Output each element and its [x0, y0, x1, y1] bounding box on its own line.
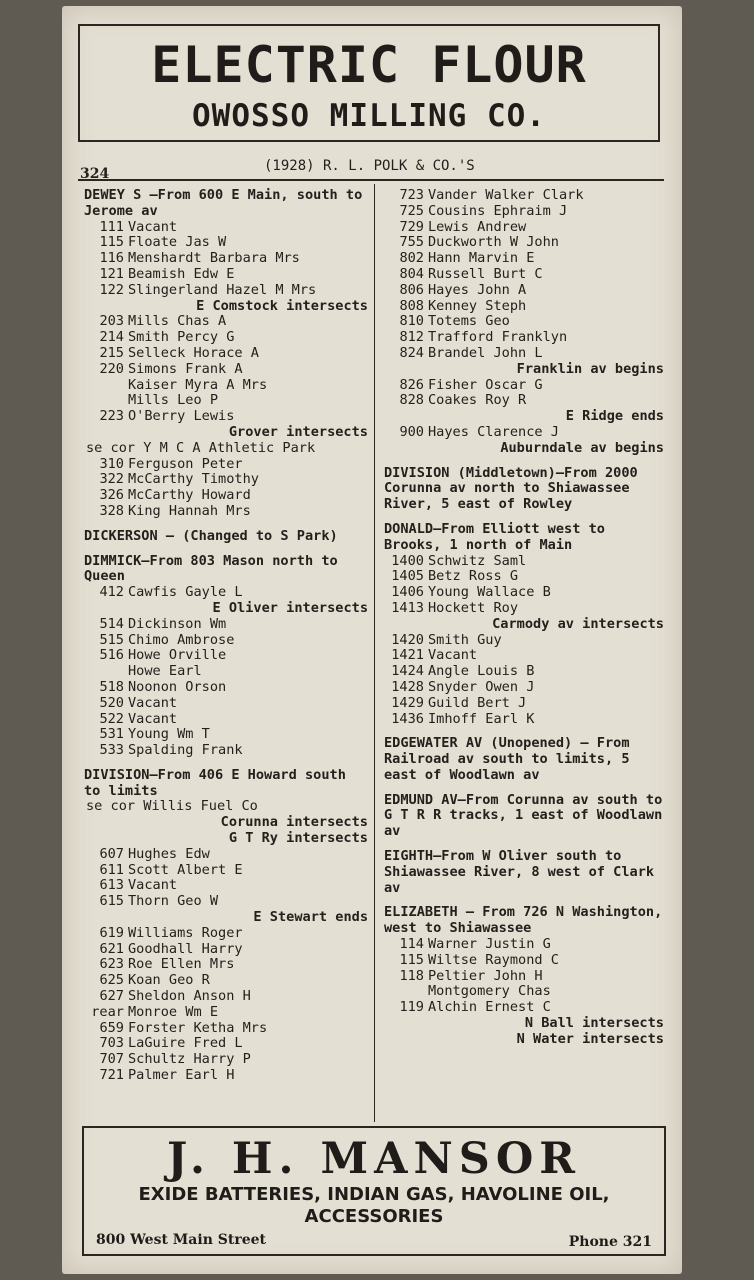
resident-name: Kaiser Myra A Mrs	[128, 376, 268, 393]
resident-name: Vacant	[128, 218, 178, 235]
corner-note: se cor Y M C A Athletic Park	[86, 439, 316, 456]
house-number: 810	[399, 313, 424, 330]
resident-name: Totems Geo	[428, 313, 510, 330]
left-column	[84, 188, 370, 1084]
address-entry	[84, 488, 370, 504]
address-entry	[84, 863, 370, 879]
corner-note: se cor Willis Fuel Co	[86, 798, 258, 815]
street-heading: ELIZABETH — From 726 N Washington, west to Shiawassee	[384, 904, 663, 937]
street-heading: DIVISION—From 406 E Howard south to limits	[84, 766, 346, 799]
cross-street-note: E Oliver intersects	[212, 599, 368, 616]
resident-name: Vacant	[128, 710, 178, 727]
resident-name: Smith Guy	[428, 631, 502, 648]
address-entry	[84, 267, 370, 283]
resident-name: Young Wm T	[128, 726, 210, 743]
house-number: 703	[99, 1035, 124, 1052]
address-entry	[84, 648, 370, 664]
resident-name: Scott Albert E	[128, 861, 243, 878]
house-number: 118	[399, 967, 424, 984]
house-number: 518	[99, 678, 124, 695]
resident-name: Howe Orville	[128, 647, 227, 664]
address-entry	[84, 664, 370, 680]
resident-name: Coakes Roy R	[428, 392, 527, 409]
column-divider	[374, 184, 375, 1122]
resident-name: Schwitz Saml	[428, 552, 527, 569]
house-number: 223	[99, 408, 124, 425]
resident-name: Sheldon Anson H	[128, 988, 251, 1005]
house-number: 1428	[391, 678, 424, 695]
address-entry	[84, 712, 370, 728]
page-number: 324	[80, 166, 110, 182]
resident-name: Betz Ross G	[428, 568, 519, 585]
address-entry	[84, 393, 370, 409]
address-entry	[84, 617, 370, 633]
house-number: 116	[99, 250, 124, 267]
address-entry	[84, 878, 370, 894]
resident-name: Warner Justin G	[428, 936, 551, 953]
cross-street-note: Corunna intersects	[220, 814, 368, 831]
resident-name: Hann Marvin E	[428, 250, 535, 267]
top-ad-company: OWOSSO MILLING CO.	[192, 98, 546, 134]
house-number: 412	[99, 584, 124, 601]
resident-name: Vacant	[128, 877, 178, 894]
resident-name: Hughes Edw	[128, 845, 210, 862]
house-number: 721	[99, 1067, 124, 1084]
resident-name: Guild Bert J	[428, 694, 527, 711]
house-number: 607	[99, 845, 124, 862]
address-entry	[84, 220, 370, 236]
bottom-ad-products-2: ACCESSORIES	[304, 1206, 444, 1227]
address-entry	[84, 1052, 370, 1068]
address-entry	[384, 330, 666, 346]
address-entry	[84, 727, 370, 743]
address-entry	[384, 425, 666, 441]
house-number: 1424	[391, 663, 424, 680]
address-entry	[384, 220, 666, 236]
address-entry	[384, 204, 666, 220]
resident-name: Wiltse Raymond C	[428, 951, 559, 968]
street-heading: EDMUND AV—From Corunna av south to G T R R tracks, 1 east of Woodlawn av	[384, 791, 663, 840]
house-number: 623	[99, 956, 124, 973]
resident-name: Koan Geo R	[128, 972, 210, 989]
address-entry	[84, 314, 370, 330]
resident-name: Ferguson Peter	[128, 455, 243, 472]
resident-name: Mills Chas A	[128, 313, 227, 330]
address-entry	[84, 409, 370, 425]
address-entry	[384, 937, 666, 953]
address-entry	[84, 1068, 370, 1084]
resident-name: Brandel John L	[428, 344, 543, 361]
house-number: 328	[99, 502, 124, 519]
house-number: 520	[99, 694, 124, 711]
house-number: 723	[399, 187, 424, 203]
address-entry	[84, 989, 370, 1005]
address-entry	[84, 251, 370, 267]
resident-name: Alchin Ernest C	[428, 999, 551, 1016]
street-heading: DICKERSON — (Changed to S Park)	[84, 527, 338, 544]
cross-street-note: E Comstock intersects	[196, 297, 368, 314]
address-entry	[84, 942, 370, 958]
house-number: 613	[99, 877, 124, 894]
address-entry	[84, 504, 370, 520]
address-entry	[84, 330, 370, 346]
resident-name: McCarthy Howard	[128, 487, 251, 504]
bottom-ad-products: EXIDE BATTERIES, INDIAN GAS, HAVOLINE OIL,	[138, 1184, 610, 1205]
resident-name: Monroe Wm E	[128, 1003, 219, 1020]
cross-street-note: Grover intersects	[228, 423, 368, 440]
resident-name: Montgomery Chas	[428, 983, 551, 1000]
address-entry	[384, 1000, 666, 1016]
address-entry	[384, 251, 666, 267]
house-number: 220	[99, 360, 124, 377]
house-number: 533	[99, 742, 124, 759]
address-entry	[384, 393, 666, 409]
house-number: 729	[399, 218, 424, 235]
resident-name: Forster Ketha Mrs	[128, 1019, 268, 1036]
resident-name: Young Wallace B	[428, 584, 551, 601]
resident-name: Spalding Frank	[128, 742, 243, 759]
cross-street-note: E Ridge ends	[565, 408, 664, 425]
cross-street-note: E Stewart ends	[253, 909, 368, 926]
directory-page	[62, 6, 682, 1274]
house-number: 615	[99, 893, 124, 910]
address-entry	[84, 847, 370, 863]
resident-name: Palmer Earl H	[128, 1067, 235, 1084]
address-entry	[84, 743, 370, 759]
house-number: 111	[99, 218, 124, 235]
resident-name: Mills Leo P	[128, 392, 219, 409]
resident-name: Hayes John A	[428, 281, 527, 298]
address-entry	[84, 346, 370, 362]
street-heading: DEWEY S —From 600 E Main, south to Jerome av	[84, 187, 363, 219]
cross-street-note: G T Ry intersects	[228, 830, 368, 847]
house-number: 516	[99, 647, 124, 664]
bottom-ad-address: 800 West Main Street	[96, 1232, 266, 1248]
bottom-ad-name: J. H. MANSOR	[166, 1134, 582, 1184]
house-number: 1413	[391, 599, 424, 616]
address-entry	[84, 457, 370, 473]
resident-name: Vacant	[428, 647, 478, 664]
house-number: 522	[99, 710, 124, 727]
cross-street-note: N Ball intersects	[524, 1015, 664, 1032]
house-number: 659	[99, 1019, 124, 1036]
address-entry	[384, 569, 666, 585]
resident-name: Slingerland Hazel M Mrs	[128, 281, 317, 298]
address-entry	[84, 633, 370, 649]
house-number: 725	[399, 202, 424, 219]
house-number: 514	[99, 615, 124, 632]
house-number: 121	[99, 265, 124, 282]
house-number: 1406	[391, 584, 424, 601]
resident-name: Hockett Roy	[428, 599, 519, 616]
address-entry	[384, 696, 666, 712]
house-number: 114	[399, 936, 424, 953]
address-entry	[384, 378, 666, 394]
house-number: 806	[399, 281, 424, 298]
address-entry	[84, 696, 370, 712]
resident-name: Vacant	[128, 694, 178, 711]
resident-name: Kenney Steph	[428, 297, 527, 314]
address-entry	[384, 314, 666, 330]
address-entry	[84, 894, 370, 910]
house-number: 322	[99, 471, 124, 488]
resident-name: Vander Walker Clark	[428, 187, 584, 203]
house-number: 824	[399, 344, 424, 361]
house-number: rear	[91, 1003, 124, 1020]
resident-name: Thorn Geo W	[128, 893, 219, 910]
address-entry	[384, 188, 666, 204]
house-number: 625	[99, 972, 124, 989]
resident-name: King Hannah Mrs	[128, 502, 251, 519]
resident-name: Selleck Horace A	[128, 344, 259, 361]
resident-name: Fisher Oscar G	[428, 376, 543, 393]
resident-name: Dickinson Wm	[128, 615, 227, 632]
resident-name: Chimo Ambrose	[128, 631, 235, 648]
house-number: 619	[99, 924, 124, 941]
house-number: 900	[399, 423, 424, 440]
address-entry	[384, 601, 666, 617]
resident-name: Noonon Orson	[128, 678, 227, 695]
address-entry	[84, 585, 370, 601]
header-rule	[78, 179, 664, 181]
resident-name: Angle Louis B	[428, 663, 535, 680]
resident-name: Howe Earl	[128, 663, 202, 680]
street-heading: EDGEWATER AV (Unopened) — From Railroad av south to limits, 5 east of Woodlawn av	[384, 735, 630, 783]
street-heading: DONALD—From Elliott west to Brooks, 1 north of Main	[384, 520, 605, 553]
running-title: (1928) R. L. POLK & CO.'S	[264, 158, 475, 174]
house-number: 1400	[391, 552, 424, 569]
address-entry	[84, 1005, 370, 1021]
resident-name: Lewis Andrew	[428, 218, 527, 235]
house-number: 808	[399, 297, 424, 314]
street-heading: EIGHTH—From W Oliver south to Shiawassee River, 8 west of Clark av	[384, 848, 655, 896]
address-entry	[384, 984, 666, 1000]
resident-name: Williams Roger	[128, 924, 243, 941]
resident-name: O'Berry Lewis	[128, 408, 235, 425]
resident-name: Simons Frank A	[128, 360, 243, 377]
house-number: 203	[99, 313, 124, 330]
address-entry	[384, 953, 666, 969]
cross-street-note: Franklin av begins	[516, 360, 664, 377]
address-entry	[84, 957, 370, 973]
cross-street-note: N Water intersects	[516, 1030, 664, 1047]
address-entry	[84, 472, 370, 488]
address-entry	[384, 283, 666, 299]
address-entry	[84, 283, 370, 299]
right-column	[384, 188, 666, 1048]
resident-name: Roe Ellen Mrs	[128, 956, 235, 973]
house-number: 621	[99, 940, 124, 957]
house-number: 1421	[391, 647, 424, 664]
house-number: 310	[99, 455, 124, 472]
house-number: 812	[399, 329, 424, 346]
address-entry	[384, 664, 666, 680]
address-entry	[84, 362, 370, 378]
address-entry	[384, 712, 666, 728]
resident-name: Cousins Ephraim J	[428, 202, 568, 219]
house-number: 627	[99, 988, 124, 1005]
resident-name: Russell Burt C	[428, 265, 543, 282]
address-entry	[384, 633, 666, 649]
bottom-ad-phone: Phone 321	[568, 1234, 652, 1250]
house-number: 326	[99, 487, 124, 504]
address-entry	[384, 299, 666, 315]
resident-name: Hayes Clarence J	[428, 423, 559, 440]
house-number: 804	[399, 265, 424, 282]
house-number: 826	[399, 376, 424, 393]
house-number: 1436	[391, 710, 424, 727]
resident-name: Peltier John H	[428, 967, 543, 984]
address-entry	[84, 973, 370, 989]
house-number: 1420	[391, 631, 424, 648]
resident-name: Floate Jas W	[128, 234, 227, 251]
house-number: 122	[99, 281, 124, 298]
address-entry	[84, 378, 370, 394]
house-number: 119	[399, 999, 424, 1016]
house-number: 1405	[391, 568, 424, 585]
cross-street-note: Auburndale av begins	[500, 439, 664, 456]
house-number: 802	[399, 250, 424, 267]
cross-street-note: Carmody av intersects	[492, 615, 664, 632]
resident-name: McCarthy Timothy	[128, 471, 259, 488]
resident-name: Imhoff Earl K	[428, 710, 535, 727]
address-entry	[384, 346, 666, 362]
resident-name: Smith Percy G	[128, 329, 235, 346]
resident-name: Duckworth W John	[428, 234, 559, 251]
address-entry	[84, 1036, 370, 1052]
address-entry	[384, 585, 666, 601]
address-entry	[384, 680, 666, 696]
bottom-advertisement	[82, 1126, 666, 1256]
resident-name: Beamish Edw E	[128, 265, 235, 282]
top-ad-headline: ELECTRIC FLOUR	[151, 36, 587, 94]
resident-name: Menshardt Barbara Mrs	[128, 250, 300, 267]
resident-name: Goodhall Harry	[128, 940, 243, 957]
resident-name: Schultz Harry P	[128, 1051, 251, 1068]
top-advertisement	[78, 24, 660, 142]
house-number: 515	[99, 631, 124, 648]
address-entry	[84, 926, 370, 942]
resident-name: LaGuire Fred L	[128, 1035, 243, 1052]
address-entry	[84, 1021, 370, 1037]
address-entry	[384, 648, 666, 664]
address-entry	[84, 680, 370, 696]
address-entry	[384, 267, 666, 283]
house-number: 115	[99, 234, 124, 251]
street-heading: DIVISION (Middletown)—From 2000 Corunna av north to Shiawassee River, 5 east of Rowley	[384, 464, 638, 513]
address-entry	[384, 235, 666, 251]
running-header	[78, 158, 664, 182]
house-number: 707	[99, 1051, 124, 1068]
address-entry	[384, 554, 666, 570]
resident-name: Snyder Owen J	[428, 678, 535, 695]
resident-name: Cawfis Gayle L	[128, 584, 243, 601]
address-entry	[384, 969, 666, 985]
house-number: 215	[99, 344, 124, 361]
house-number: 531	[99, 726, 124, 743]
house-number: 214	[99, 329, 124, 346]
house-number: 755	[399, 234, 424, 251]
house-number: 115	[399, 951, 424, 968]
address-entry	[84, 235, 370, 251]
house-number: 1429	[391, 694, 424, 711]
street-heading: DIMMICK—From 803 Mason north to Queen	[84, 552, 338, 585]
house-number: 611	[99, 861, 124, 878]
resident-name: Trafford Franklyn	[428, 329, 568, 346]
house-number: 828	[399, 392, 424, 409]
